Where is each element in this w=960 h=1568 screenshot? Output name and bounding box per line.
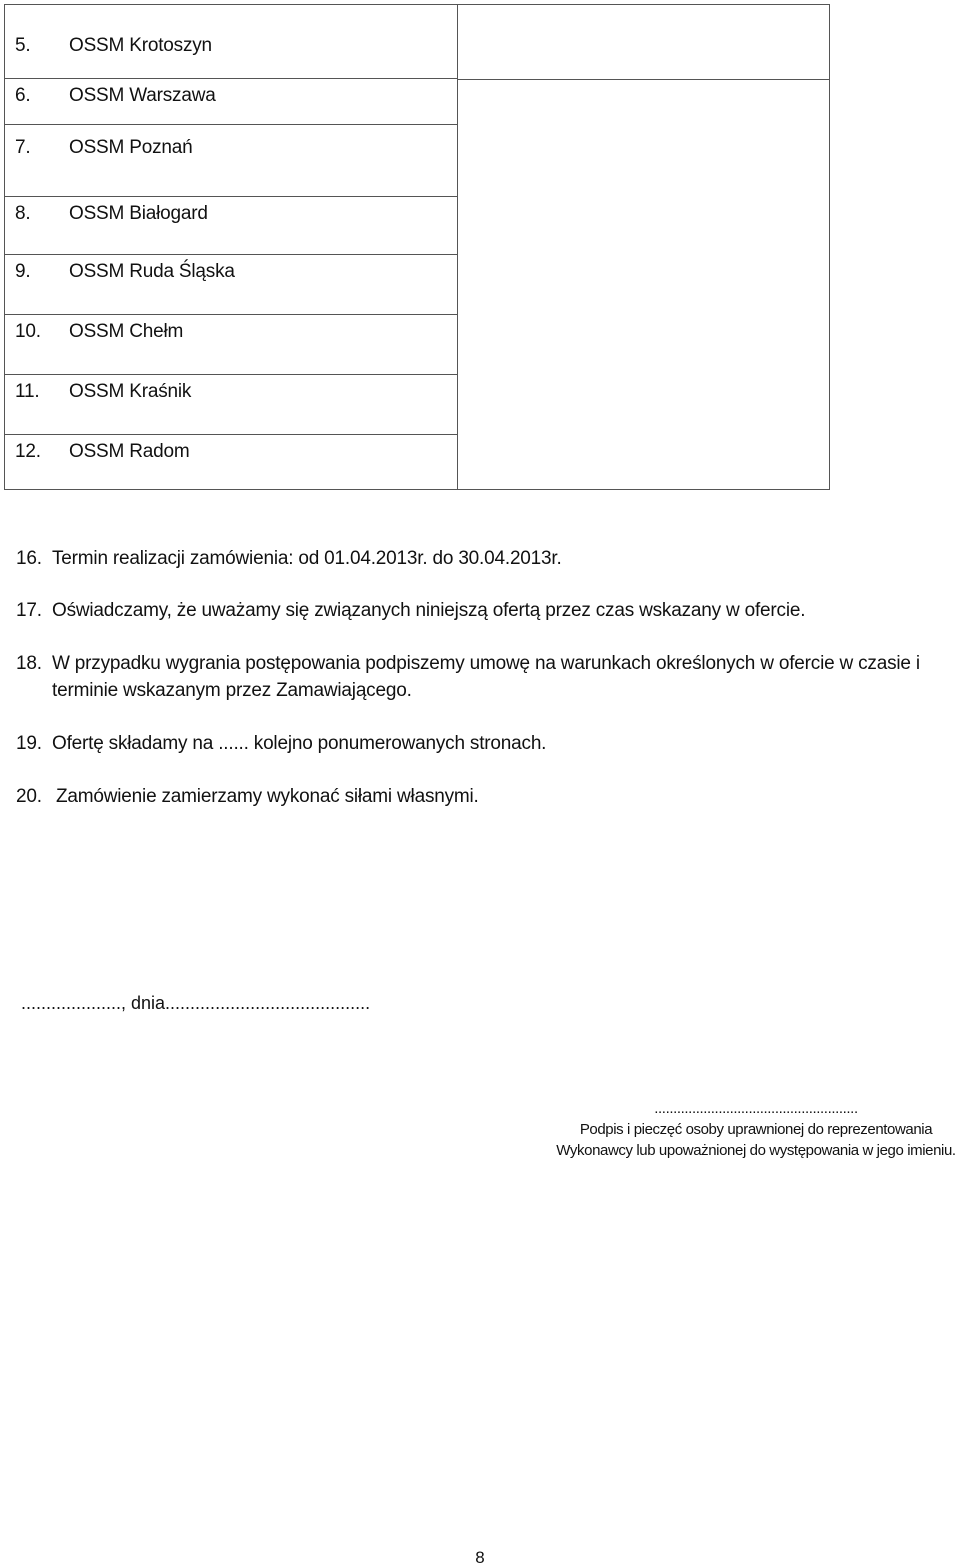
signature-caption-line2: Wykonawcy lub upoważnionej do występowania w jego imieniu. [556,1142,956,1159]
clause-text: Zamówienie zamierzamy wykonać siłami własnymi. [56,786,479,807]
row-number: 10. [15,321,41,342]
clause-number: 17. [16,600,42,621]
office-name: OSSM Poznań [69,137,193,158]
clause-text: Termin realizacji zamówienia: od 01.04.2013r. do 30.04.2013r. [52,548,562,569]
clause-number: 20. [16,786,42,807]
row-number: 5. [15,35,31,56]
place-date-line: ...................., dnia......................................... [21,993,371,1013]
clause-text: Oświadczamy, że uważamy się związanych niniejszą ofertą przez czas wskazany w ofercie. [52,600,806,621]
office-name: OSSM Kraśnik [69,381,192,402]
table-row [5,375,457,435]
office-name: OSSM Ruda Śląska [69,261,235,282]
row-number: 11. [15,381,40,402]
table-right-cell-divider [457,79,829,80]
office-name: OSSM Chełm [69,321,184,342]
table-row [5,197,457,255]
clause-number: 16. [16,548,42,569]
row-number: 7. [15,137,31,158]
page-number: 8 [475,1548,485,1567]
table-row [5,5,457,79]
signature-block [556,1098,956,1161]
table-row [5,79,457,125]
table-row [5,255,457,315]
clause-number: 18. [16,653,42,674]
row-number: 8. [15,203,31,224]
offices-table [4,4,830,490]
row-number: 6. [15,85,31,106]
table-column-divider [457,5,458,489]
signature-caption-line1: Podpis i pieczęć osoby uprawnionej do reprezentowania [579,1121,933,1138]
office-name: OSSM Krotoszyn [69,35,212,56]
table-row [5,125,457,197]
clause-number: 19. [16,733,42,754]
row-number: 9. [15,261,31,282]
office-name: OSSM Warszawa [69,85,216,106]
row-number: 12. [15,441,41,462]
table-row [5,435,457,489]
table-row [5,315,457,375]
signature-dots: ...................................................... [654,1100,858,1117]
clause-text: Ofertę składamy na ...... kolejno ponumerowanych stronach. [52,733,547,754]
office-name: OSSM Białogard [69,203,208,224]
office-name: OSSM Radom [69,441,190,462]
clause-text: W przypadku wygrania postępowania podpiszemy umowę na warunkach określonych w ofercie w czasie i terminie wskazanym przez Zamawiającego. [52,653,920,701]
